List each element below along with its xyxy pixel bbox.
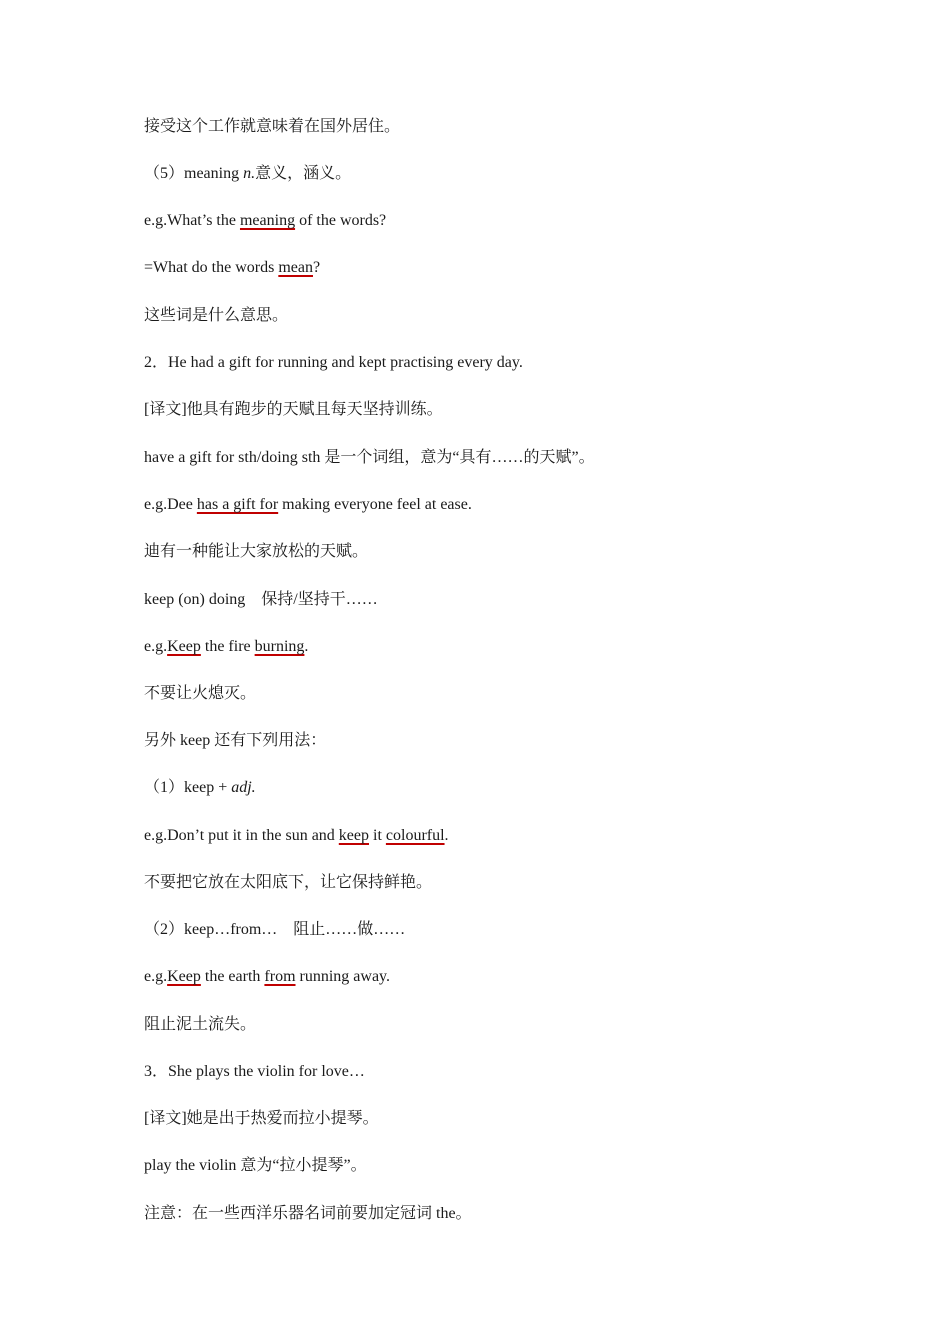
text-line-24: [144, 1203, 472, 1225]
text-line-17: [144, 872, 432, 894]
text-fragment: keep (on) doing 保持/坚持干……: [144, 591, 378, 608]
text-fragment: （5）meaning: [144, 165, 244, 182]
text-fragment: 不要让火熄灭。: [144, 685, 257, 702]
underlined-term: has a gift for: [196, 496, 279, 513]
text-fragment: play the violin 意为“拉小提琴”。: [144, 1157, 367, 1174]
italic-text: n.: [243, 165, 256, 182]
text-fragment: .: [444, 827, 449, 844]
text-fragment: =What do the words: [144, 259, 279, 276]
text-line-15: [144, 777, 256, 799]
text-fragment: the fire: [200, 638, 255, 655]
text-fragment: 注意：在一些西洋乐器名词前要加定冠词 the。: [144, 1205, 472, 1222]
text-line-21: [144, 1061, 365, 1083]
text-fragment: 迪有一种能让大家放松的天赋。: [144, 543, 369, 560]
text-fragment: 这些词是什么意思。: [144, 307, 289, 324]
text-fragment: （2）keep…from… 阻止……做……: [144, 921, 406, 938]
text-line-19: [144, 966, 390, 988]
text-line-8: [144, 447, 595, 469]
text-fragment: 另外 keep 还有下列用法：: [144, 732, 327, 749]
text-fragment: 3．She plays the violin for love…: [144, 1063, 365, 1080]
underlined-term: colourful: [385, 827, 445, 844]
text-fragment: ?: [312, 259, 321, 276]
underlined-term: Keep: [167, 638, 201, 655]
underlined-term: from: [264, 968, 296, 985]
underlined-term: Keep: [167, 968, 201, 985]
text-line-12: [144, 636, 308, 658]
italic-text: adj.: [231, 779, 256, 796]
text-fragment: e.g.What’s the: [144, 212, 240, 229]
text-fragment: e.g.: [144, 638, 168, 655]
text-line-2: [144, 163, 351, 185]
text-line-3: [144, 210, 386, 232]
text-fragment: e.g.: [144, 968, 168, 985]
text-fragment: the earth: [200, 968, 265, 985]
text-line-5: [144, 305, 288, 327]
text-line-16: [144, 825, 449, 847]
text-line-14: [144, 730, 326, 752]
text-fragment: 2．He had a gift for running and kept practising every day.: [144, 354, 523, 371]
text-fragment: [译文]她是出于热爱而拉小提琴。: [144, 1110, 379, 1127]
text-fragment: 接受这个工作就意味着在国外居住。: [144, 118, 401, 135]
text-line-4: [144, 257, 320, 279]
text-line-18: [144, 919, 405, 941]
text-line-22: [144, 1108, 379, 1130]
text-line-20: [144, 1014, 256, 1036]
text-line-9: [144, 494, 472, 516]
text-fragment: 意义，涵义。: [255, 165, 352, 182]
text-fragment: making everyone feel at ease.: [278, 496, 472, 513]
text-line-11: [144, 589, 378, 611]
text-fragment: 阻止泥土流失。: [144, 1016, 257, 1033]
text-fragment: （1）keep +: [144, 779, 232, 796]
text-fragment: of the words?: [295, 212, 387, 229]
text-line-6: [144, 352, 523, 374]
text-fragment: have a gift for sth/doing sth 是一个词组，意为“具有……的天赋”。: [144, 449, 595, 466]
text-fragment: [译文]他具有跑步的天赋且每天坚持训练。: [144, 401, 443, 418]
text-fragment: e.g.Dee: [144, 496, 197, 513]
text-line-1: [144, 116, 400, 138]
underlined-term: meaning: [239, 212, 296, 229]
text-fragment: .: [304, 638, 309, 655]
text-line-23: [144, 1155, 367, 1177]
text-fragment: 不要把它放在太阳底下，让它保持鲜艳。: [144, 874, 433, 891]
text-line-7: [144, 399, 443, 421]
text-line-13: [144, 683, 256, 705]
underlined-term: keep: [338, 827, 369, 844]
underlined-term: burning: [254, 638, 305, 655]
text-fragment: e.g.Don’t put it in the sun and: [144, 827, 339, 844]
text-line-10: [144, 541, 368, 563]
text-fragment: running away.: [295, 968, 391, 985]
underlined-term: mean: [278, 259, 313, 276]
text-fragment: it: [369, 827, 386, 844]
